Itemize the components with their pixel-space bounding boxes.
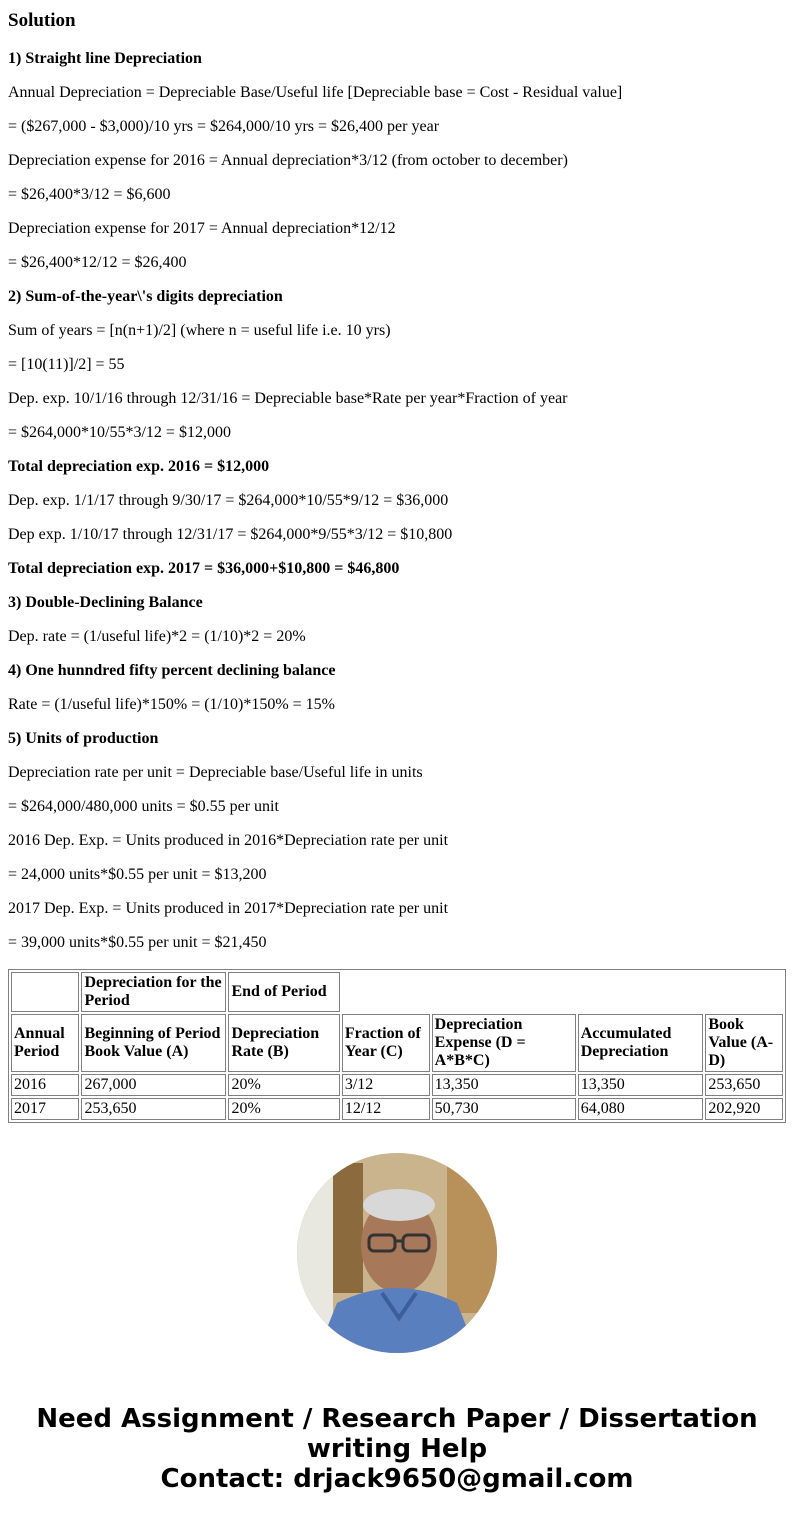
solution-line: Depreciation expense for 2017 = Annual depreciation*12/12: [8, 220, 396, 237]
cell: 20%: [228, 1074, 339, 1096]
solution-line: = $264,000*10/55*3/12 = $12,000: [8, 424, 231, 441]
solution-line: = $26,400*3/12 = $6,600: [8, 186, 171, 203]
table-corner-cell: [11, 972, 79, 1012]
section-heading: 5) Units of production: [8, 730, 159, 747]
header-depreciation-rate: Depreciation Rate (B): [228, 1014, 339, 1072]
section-heading: 4) One hunndred fifty percent declining balance: [8, 662, 336, 679]
section-heading: 2) Sum-of-the-year\'s digits depreciation: [8, 288, 283, 305]
solution-line: Annual Depreciation = Depreciable Base/Useful life [Depreciable base = Cost - Residual value]: [8, 84, 623, 101]
solution-line: Dep exp. 1/10/17 through 12/31/17 = $264,000*9/55*3/12 = $10,800: [8, 526, 453, 543]
header-beginning-book-value: Beginning of Period Book Value (A): [81, 1014, 226, 1072]
solution-line: 2016 Dep. Exp. = Units produced in 2016*Depreciation rate per unit: [8, 832, 449, 849]
cell: 13,350: [432, 1074, 576, 1096]
solution-line: = $26,400*12/12 = $26,400: [8, 254, 187, 271]
section-heading: Total depreciation exp. 2016 = $12,000: [8, 458, 270, 475]
solution-line: Dep. exp. 10/1/16 through 12/31/16 = Depreciable base*Rate per year*Fraction of year: [8, 390, 568, 407]
cell: 2016: [11, 1074, 79, 1096]
cell: 2017: [11, 1098, 79, 1120]
solution-line: Sum of years = [n(n+1)/2] (where n = useful life i.e. 10 yrs): [8, 322, 391, 339]
footer-contact: Contact: drjack9650@gmail.com: [160, 1464, 634, 1494]
cell: 202,920: [705, 1098, 783, 1120]
depreciation-table: [8, 969, 786, 1123]
solution-lines: [8, 48, 622, 966]
section-heading: Total depreciation exp. 2017 = $36,000+$10,800 = $46,800: [8, 560, 400, 577]
solution-line: Depreciation expense for 2016 = Annual depreciation*3/12 (from october to december): [8, 152, 568, 169]
solution-line: 2017 Dep. Exp. = Units produced in 2017*Depreciation rate per unit: [8, 900, 449, 917]
header-accumulated-depreciation: Accumulated Depreciation: [578, 1014, 704, 1072]
table-group-header-row: [11, 972, 783, 1012]
solution-line: = ($267,000 - $3,000)/10 yrs = $264,000/10 yrs = $26,400 per year: [8, 118, 440, 135]
solution-line: Rate = (1/useful life)*150% = (1/10)*150% = 15%: [8, 696, 335, 713]
section-heading: 3) Double-Declining Balance: [8, 594, 203, 611]
solution-line: = [10(11)]/2] = 55: [8, 356, 125, 373]
header-depreciation-expense: Depreciation Expense (D = A*B*C): [432, 1014, 576, 1072]
header-fraction-of-year: Fraction of Year (C): [342, 1014, 430, 1072]
cell: 64,080: [578, 1098, 704, 1120]
solution-line: = $264,000/480,000 units = $0.55 per unit: [8, 798, 279, 815]
cell: 253,650: [81, 1098, 226, 1120]
header-book-value: Book Value (A-D): [705, 1014, 783, 1072]
table-row: [11, 1074, 783, 1096]
solution-line: = 39,000 units*$0.55 per unit = $21,450: [8, 934, 267, 951]
solution-line: Depreciation rate per unit = Depreciable base/Useful life in units: [8, 764, 423, 781]
group-header-end: End of Period: [228, 972, 339, 1012]
section-heading: 1) Straight line Depreciation: [8, 50, 202, 67]
cell: 20%: [228, 1098, 339, 1120]
footer-banner: [0, 1404, 794, 1494]
author-avatar: [297, 1153, 497, 1353]
header-annual-period: Annual Period: [11, 1014, 79, 1072]
solution-line: = 24,000 units*$0.55 per unit = $13,200: [8, 866, 267, 883]
page-title: Solution: [8, 10, 76, 31]
table-row: [11, 1098, 783, 1120]
solution-line: Dep. rate = (1/useful life)*2 = (1/10)*2 = 20%: [8, 628, 306, 645]
footer-help-text: Need Assignment / Research Paper / Dissertation writing Help: [36, 1404, 758, 1464]
cell: 50,730: [432, 1098, 576, 1120]
cell: 12/12: [342, 1098, 430, 1120]
group-header-period: Depreciation for the Period: [81, 972, 226, 1012]
solution-line: Dep. exp. 1/1/17 through 9/30/17 = $264,000*10/55*9/12 = $36,000: [8, 492, 449, 509]
portrait-image: [297, 1153, 497, 1353]
table-header-row: [11, 1014, 783, 1072]
cell: 3/12: [342, 1074, 430, 1096]
cell: 13,350: [578, 1074, 704, 1096]
cell: 253,650: [705, 1074, 783, 1096]
cell: 267,000: [81, 1074, 226, 1096]
